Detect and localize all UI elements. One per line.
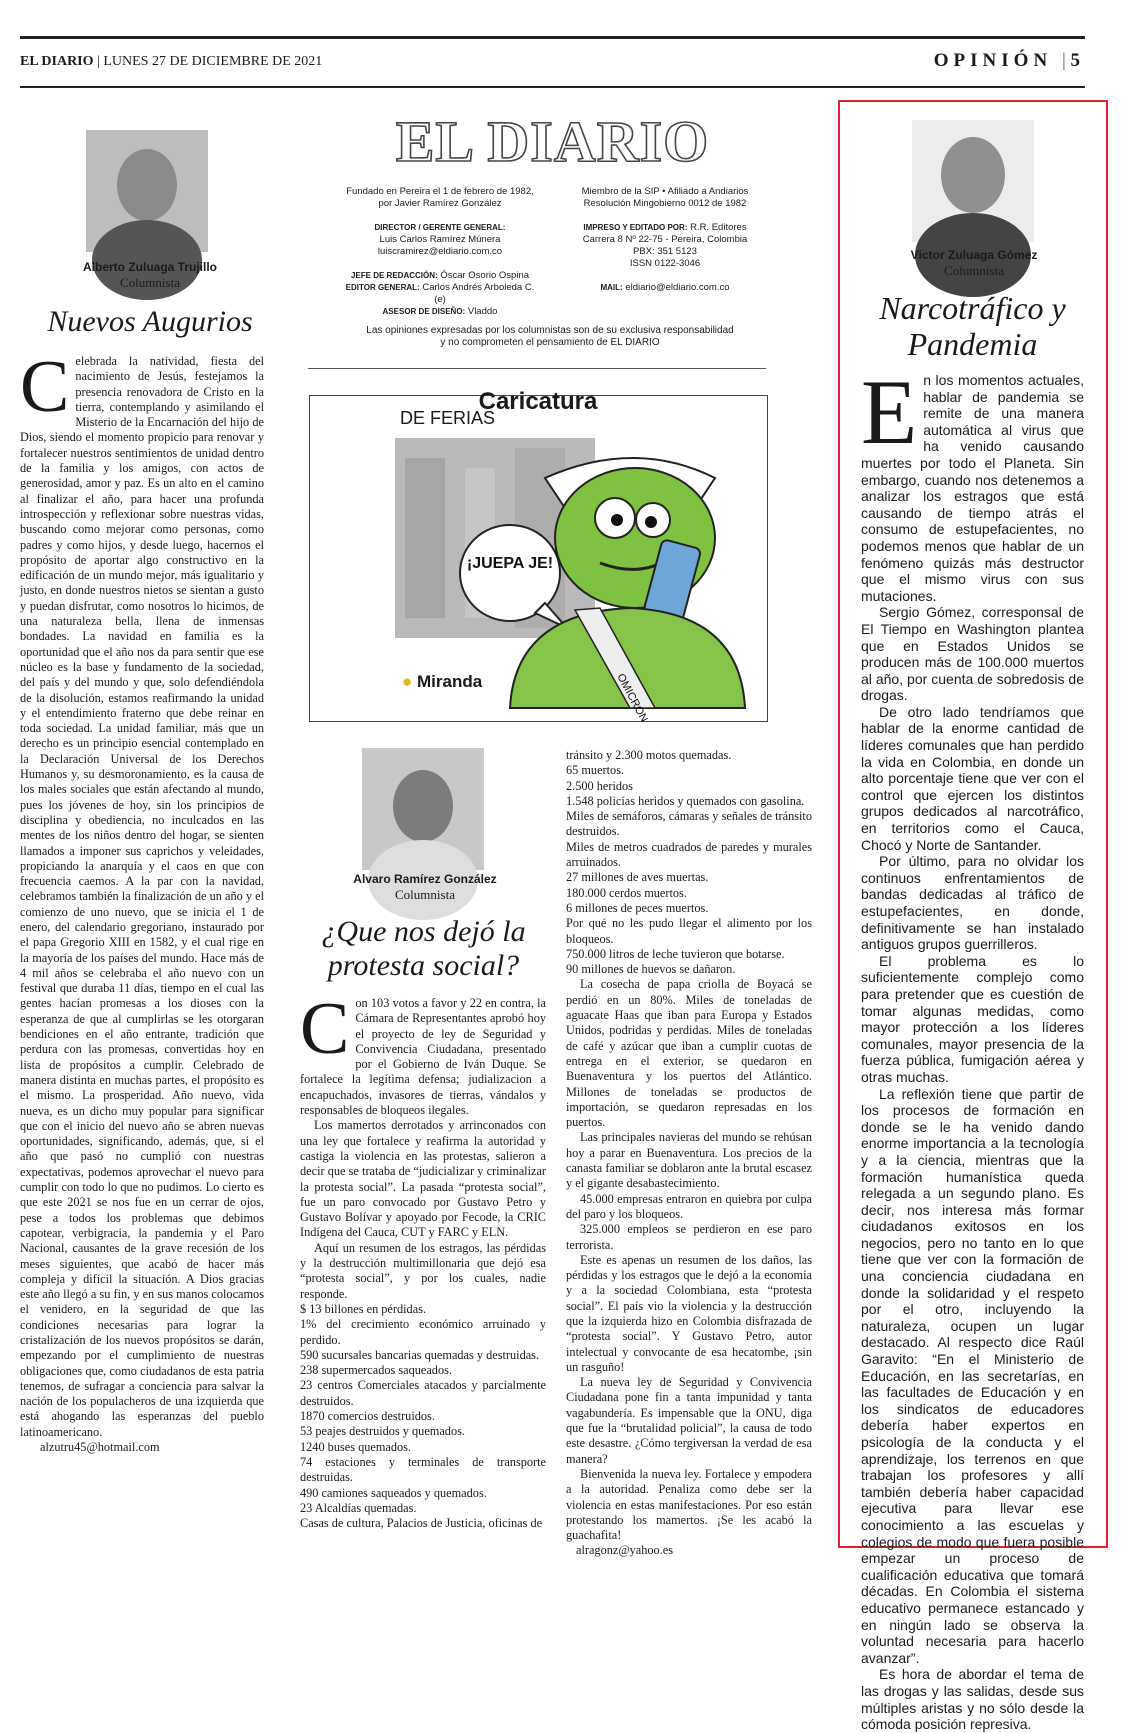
author-name-3: Víctor Zuluaga Gómez <box>910 248 1038 262</box>
issue-date: LUNES 27 DE DICIEMBRE DE 2021 <box>103 54 323 69</box>
paragraph: Bienvenida la nueva ley. Fortalece y empodera a la autoridad. Penaliza como debe ser la violencia en estas manifestaciones. Por eso están protestando los mamertos. ¡Se les acabó la guachafita! <box>566 1466 812 1543</box>
mail-label: MAIL: <box>600 283 623 292</box>
address-line: Carrera 8 Nº 22-75 - Pereira, Colombia <box>582 234 748 245</box>
author-photo-3 <box>912 120 1034 242</box>
list-item: 490 camiones saqueados y quemados. <box>300 1485 487 1500</box>
list-item: 590 sucursales bancarias quemadas y destruidas. <box>300 1347 540 1362</box>
section-name: OPINIÓN <box>933 50 1053 71</box>
editor-label: EDITOR GENERAL: <box>345 283 420 292</box>
masthead-rule <box>308 368 766 369</box>
dropcap-2: C <box>300 988 350 1070</box>
list-item: Por qué no les pudo llegar el alimento por los bloqueos. <box>566 916 812 946</box>
paragraph: Con 103 votos a favor y 22 en contra, la Cámara de Representantes aprobó hoy el proyecto de ley de Seguridad y Convivencia Ciudadana, presentado por el Gobierno de Iván Duque. Se fortalece la legítima defensa; judializacion a encapuchados, invasores de tierras, vándalos y responsables de bloqueos ilegales. <box>300 988 546 1118</box>
masthead-logo: EL DIARIO <box>395 109 710 174</box>
director-email: luiscramirez@eldiario.com.co <box>377 246 503 257</box>
printed-by: R.R. Editores <box>690 222 747 233</box>
dropcap-3: E <box>861 361 918 463</box>
author-photo-2 <box>362 748 484 870</box>
printed-label: IMPRESO Y EDITADO POR: <box>583 223 688 232</box>
list-item: 53 peajes destruidos y quemados. <box>300 1424 465 1439</box>
paragraph: Es hora de abordar el tema de las drogas y las salidas, desde sus múltiples aristas y no sólo desde la cómoda posición represiva. <box>861 1666 1084 1733</box>
design-name: Vladdo <box>467 306 498 317</box>
list-item: 1870 comercios destruidos. <box>300 1409 435 1424</box>
list-item: Miles de metros cuadrados de paredes y murales arruinados. <box>566 839 812 870</box>
article-body-3 <box>861 361 1084 1733</box>
author-role-2: Columnista <box>395 887 455 902</box>
pbx-line: PBX: 351 5123 <box>633 246 697 257</box>
director-label: DIRECTOR / GERENTE GENERAL: <box>374 223 506 232</box>
list-item: tránsito y 2.300 motos quemadas. <box>566 748 732 762</box>
headline-3: Narcotráfico y Pandemia <box>879 290 1066 362</box>
cartoon-title: DE FERIAS <box>400 408 496 428</box>
paragraph: La reflexión tiene que partir de los procesos de formación en donde se le ha venido dando enorme importancia a la tecnología y a la ciencia, mientras que la formación humanística queda relegada a un segundo plano. Es decir, nos interesa más formar ciudadanos exitosos en los negocios, pero no tanto en lo que tiene que ver con la formación de una conciencia ciudadana en donde la solidaridad y el respeto por el otro, incluyendo la naturaleza, ocupen un lugar destacado. Al respecto dice Raúl Garavito: “En el Ministerio de Educación, en las secretarías, en las facultades de Educación y en los sindicatos de educadores debería haber expertos en psicología de la conducta y el aprendizaje, los terrenos en que trabajan los profesores y allí también debería haber capacidad ejecutiva para llevar ese conocimiento a las escuelas y colegios de modo que fuera posible empezar un proceso de cualificación educativa que tomará décadas. En Colombia el sistema educativo permanece estancado y en ningún lado se observa la voluntad necesaria para hacerlo avanzar”. <box>861 1085 1084 1666</box>
signature-icon: ● <box>402 672 417 691</box>
founded-line: Fundado en Pereira el 1 de febrero de 1982, <box>346 186 534 197</box>
list-item: 1.548 policías heridos y quemados con gasolina. <box>566 793 805 808</box>
list-item: 23 Alcaldías quemadas. <box>300 1500 417 1515</box>
cartoon-sash-text: OMICRON <box>614 671 650 725</box>
damage-list-a <box>300 1302 546 1531</box>
editor-name: Carlos Andrés Arboleda C. (e) <box>422 282 535 305</box>
paragraph: De otro lado tendríamos que hablar de la enorme cantidad de líderes comunales que han perdido la vida en Colombia, en donde un alto porcentaje tiene que ver con el control que ejercen los distintos grupos dedicados al narcotráfico, en territorios como el Cauca, Chocó y Norte de Santander. <box>861 703 1084 853</box>
paragraph: Sergio Gómez, corresponsal de El Tiempo en Washington plantea que en Estados Unidos se producen más de 100.000 muertos al año, por cuenta de sobredosis de drogas. <box>861 604 1084 704</box>
paragraph: En los momentos actuales, hablar de pandemia se remite de una manera automática al virus que ha venido causando muertes por todo el Planeta. Sin embargo, cuando nos detenemos a analizar los estragos que está causando de tiempo atrás el consumo de estupefacientes, no podemos menos que hablar de un fenómeno quizás más destructor que el mismo virus con sus mutaciones. <box>861 361 1084 604</box>
top-rule <box>20 36 1085 39</box>
page-header-left: EL DIARIO | LUNES 27 DE DICIEMBRE DE 2021 <box>20 54 323 69</box>
list-item: 74 estaciones y terminales de transporte destruidas. <box>300 1454 546 1485</box>
paragraph: La nueva ley de Seguridad y Convivencia Ciudadana pone fin a tanta impunidad y tanta vagabundería. Es impensable que la ONU, diga que fue la “brutalidad policial”, la causa de todo este desastre. ¿Cómo tergiversan la verdad de esa manera? <box>566 1375 812 1466</box>
damage-list-b <box>566 748 812 977</box>
list-item: 23 centros Comerciales atacados y parcialmente destruidos. <box>300 1378 546 1408</box>
founder-line: por Javier Ramírez González <box>378 198 502 209</box>
author-email-1: alzutru45@hotmail.com <box>40 1440 160 1455</box>
paragraph: Las principales navieras del mundo se rehúsan hoy a parar en Buenaventura. Los precios de la canasta familiar se doblaron ante la brutal escasez y el gigante desabastecimiento. <box>566 1130 812 1191</box>
paper-name: EL DIARIO <box>20 54 94 69</box>
paragraph: 45.000 empresas entraron en quiebra por culpa del paro y los bloqueos. <box>566 1191 812 1221</box>
paragraph: 325.000 empleos se perdieron en ese paro terrorista. <box>566 1222 812 1252</box>
cartoon-image <box>395 438 760 725</box>
jefe-label: JEFE DE REDACCIÓN: <box>350 271 438 280</box>
author-email-2: alragonz@yahoo.es <box>576 1543 674 1558</box>
list-item: 6 millones de peces muertos. <box>566 900 709 915</box>
list-item: Casas de cultura, Palacios de Justicia, oficinas de <box>300 1516 543 1531</box>
list-item: 238 supermercados saqueados. <box>300 1363 452 1378</box>
resolution-line: Resolución Mingobierno 0012 de 1982 <box>583 198 747 209</box>
list-item: 180.000 cerdos muertos. <box>566 885 687 900</box>
cartoon-bubble-text: ¡JUEPA JE! <box>466 555 554 572</box>
paragraph: La cosecha de papa criolla de Boyacá se perdió en un 80%. Miles de toneladas de aguacate Haas que iban para Europa y Estados Unidos, podridas y perdidas. Miles de toneladas de café y azúcar que iban a cumplir cuotas de entrega en el exterior, se quedaron en Buenaventura y los puertos del Atlántico. Millones de toneladas se productos de importación, se quedaron represadas en los puertos. <box>566 977 812 1130</box>
member-line: Miembro de la SIP • Afiliado a Andiarios <box>581 186 749 197</box>
director-name: Luis Carlos Ramírez Múnera <box>379 234 501 245</box>
paragraph: El problema es lo suficientemente complejo como para pretender que es cuestión de tomar algunas medidas, como mayor protección a los líderes comunales, mayor presencia de la fuerza pública, fumigación aérea y otras muchas. <box>861 952 1084 1085</box>
paragraph: Los mamertos derrotados y arrinconados con una ley que fortalece y reafirma la autoridad y castiga la violencia en las protestas, salieron a decir que se trataba de “judicializar y criminalizar la protesta social”. La pasada “protesta social”, fue un paro convocado por Gustavo Petro y Gustavo Bolívar y apoyado por Fecode, la CRIC Indígena del Cauca, CUT y FARC y ELN. <box>300 1118 546 1240</box>
author-role-3: Columnista <box>944 263 1004 278</box>
list-item: 1240 buses quemados. <box>300 1439 412 1454</box>
article-body-1 <box>20 346 264 1524</box>
issn-line: ISSN 0122-3046 <box>629 258 701 269</box>
masthead-info-right <box>560 186 770 294</box>
list-item: 90 millones de huevos se dañaron. <box>566 962 736 977</box>
masthead-info-left <box>340 186 540 318</box>
paragraph: Aquí un resumen de los estragos, las pérdidas y la destrucción multimillonaria que dejó esa “protesta social”, y por los cuales, nadie responde. <box>300 1240 546 1301</box>
list-item: Miles de semáforos, cámaras y señales de tránsito destruidos. <box>566 809 812 839</box>
paragraph: Este es apenas un resumen de los daños, las pérdidas y los estragos que le dejó a la economía y a la sociedad Colombiana, esta “protesta social”. El país vio la violencia y la destrucción que la izquierda hizo en Colombia disfrazada de “protesta social”. Y Gustavo Petro, autor intelectual y convocante de esa hecatombe, ¡sin un rasguño! <box>566 1252 812 1374</box>
cartoon-label: Caricatura <box>478 388 598 415</box>
paragraph: Celebrada la natividad, fiesta del nacimiento de Jesús, festejamos la presencia renovadora de Cristo en la tierra, contemplando y asimilando el Misterio de la Encarnación del hijo de Dios, siendo el momento propicio para renovar y fortalecer nuestros sentimientos de unidad dentro de la familia y los amigos, con actos de generosidad, amor y paz. Es un alto en el camino al finalizar el año, para hacer una profunda introspección y reflexionar sobre nuestras vidas, buscando como mejorar como personas, como padres y como hijos, y desde luego, hacernos el propósito de aportar algo constructivo en la edificación de un mundo mejor, más igualitario y justo, en donde nuestros nietos se sientan a gusto y puedan disfrutar, como nosotros lo hicimos, de una naturaleza bella, llena de inmensas bondades. La navidad en familia es la oportunidad que el año nos da para sentir que ese núcleo es la base y fundamento de la sociedad, del país y del mundo y que, solo defendiéndola de la disolución, estamos reafirmando la unidad y el entendimiento fraterno que debe reinar en toda sociedad. La unidad familiar, más que un derecho es un principio esencial contemplado en la Declaración Universal de los Derechos Humanos y, su desmoronamiento, es la causa de los males sociales que están afectando al mundo, pues los jóvenes de hoy, sin los principios de disciplina y obediencia, no inculcados en las mentes de los niños dentro del hogar, se sienten llamados a imponer sus caprichos y veleidades, propiciando la anarquía y el caos en que con frecuencia caemos. A la par con la navidad, celebramos también la finalización de un año y el comienzo de uno nuevo, que se inicia el 1 de enero, del calendario gregoriano, instaurado por el papa Gregorio XIII en 1582, y el cual rige en la mayoría de los países del mundo. Hace más de 4 mil años se celebraba el año nuevo con un festival que duraba 11 días, tiempo en el cual las gentes hacían promesas a los dioses con la esperanza de que al cumplirlas se les otorgaran bendiciones en el año entrante, tradición que perdura con las promesas, convertidas hoy en lista de propósitos a cumplir. Celebrado de manera distinta en muchas partes, el propósito es el mismo. La prosperidad. Año nuevo, vida nueva, es un dicho muy popular para significar que con el inicio del nuevo año se abren nuevas oportunidades, significando, además, que, si el año que pasó no cumplió con nuestras expectativas, podemos aprovechar el nuevo para cumplir con todo lo que no pudimos. Lo cierto es que este 2021 se nos fue en un cerrar de ojos, pese a todos los problemas que debimos capotear, verbigracia, la pandemia y el Paro Nacional, causantes de la grave recesión de los meses siguientes, que acabó de hacer más compleja y difícil la situación. A Dios gracias este año llegó a su fin, y en sus manos colocamos el venidero, en la seguridad de que las condiciones necesarias para lograr la cristalización de los nuevos propósitos se darán, empezando por el cumplimiento de nuestras obligaciones que, como ciudadanos de esta patria tenemos, de sufragar a conciencia para salvar la nación de los populacheros de una izquierda que está ahogando las esperanzas del pueblo latinoamericano. <box>20 346 264 1439</box>
author-name-2: Alvaro Ramírez González <box>353 872 497 886</box>
list-item: 750.000 litros de leche tuvieron que botarse. <box>566 946 785 961</box>
page-number: 5 <box>1070 50 1085 71</box>
list-item: 27 millones de aves muertas. <box>566 870 709 885</box>
headline-1: Nuevos Augurios <box>47 305 253 338</box>
author-photo-1 <box>86 130 208 252</box>
article-body-2a <box>300 988 546 1531</box>
dropcap-1: C <box>20 346 70 428</box>
list-item: 2.500 heridos <box>566 778 633 793</box>
page-header-right: OPINIÓN | 5 <box>933 50 1085 71</box>
list-item: 65 muertos. <box>566 763 625 778</box>
cartoon-signature: ● Miranda <box>402 672 483 691</box>
author-role-1: Columnista <box>120 275 180 290</box>
list-item: 1% del crecimiento económico arruinado y perdido. <box>300 1317 546 1347</box>
disclaimer: Las opiniones expresadas por los columnistas son de su exclusiva responsabilidad y no comprometen el pensamiento de EL DIARIO <box>366 325 734 348</box>
jefe-name: Óscar Osorio Ospina <box>440 270 530 281</box>
article-body-2b <box>566 748 812 1558</box>
mail-address: eldiario@eldiario.com.co <box>625 282 730 293</box>
author-name-1: Alberto Zuluaga Trujillo <box>82 260 217 274</box>
paragraph: Por último, para no olvidar los continuos enfrentamientos de bandas dedicadas al tráfico de estupefacientes, en donde, definitivamente se han instalado antiguos grupos guerrilleros. <box>861 853 1084 953</box>
headline-2: ¿Que nos dejó la protesta social? <box>321 915 526 982</box>
list-item: $ 13 billones en pérdidas. <box>300 1301 427 1316</box>
header-rule <box>20 86 1085 88</box>
design-label: ASESOR DE DISEÑO: <box>382 307 466 316</box>
